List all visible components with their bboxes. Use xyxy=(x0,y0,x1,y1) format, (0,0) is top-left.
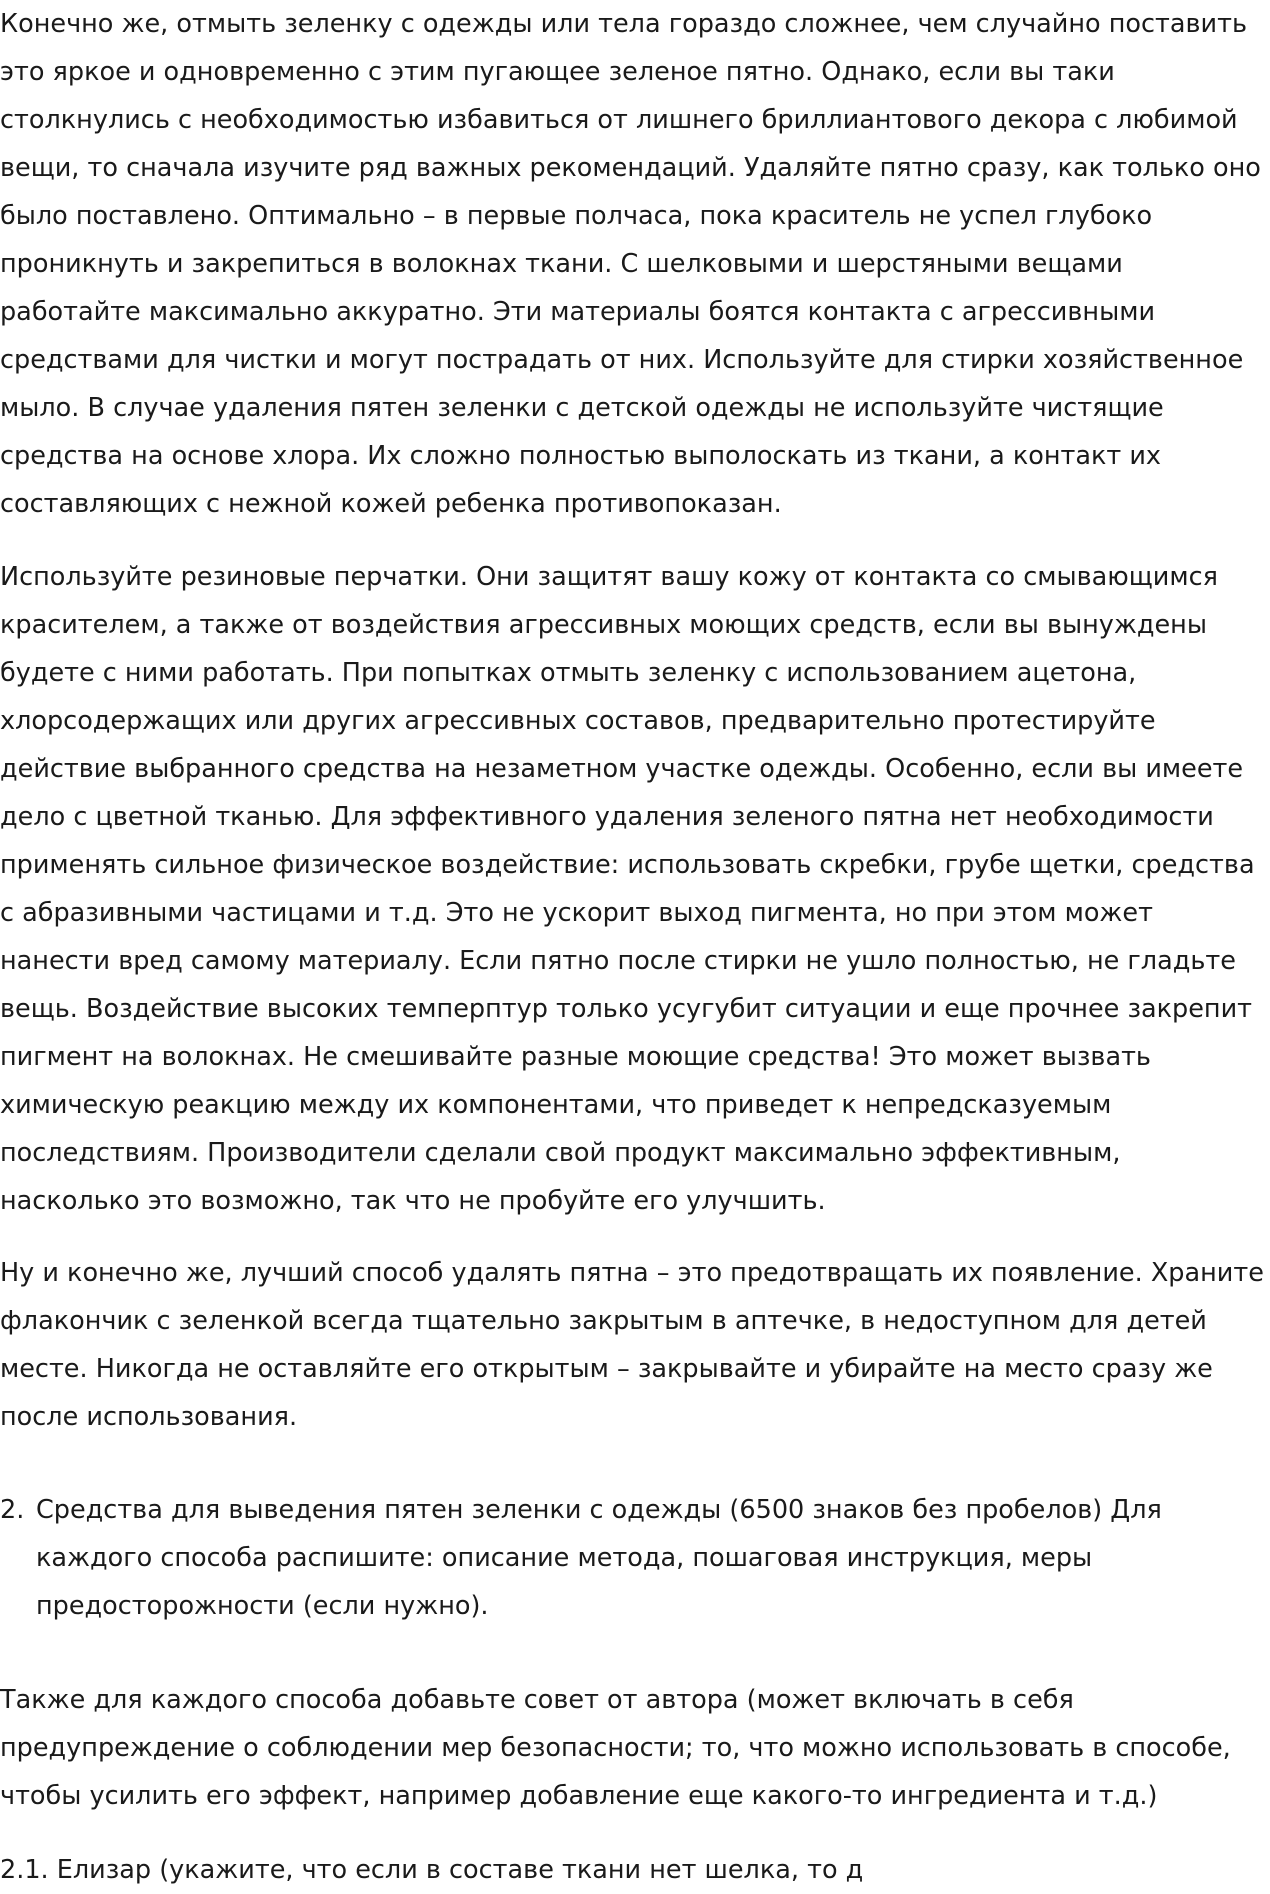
paragraph-safety-tips: Используйте резиновые перчатки. Они защитят вашу кожу от контакта со смывающимся красителем, а также от воздействия агрессивных моющих средств, если вы вынуждены будете с ними работать. При попытках отмыть зеленку с использованием ацетона, хлорсодержащих или других агрессивных составов, предварительно протестируйте действие выбранного средства на незаметном участке одежды. Особенно, если вы имеете дело с цветной тканью. Для эффективного удаления зеленого пятна нет необходимости применять сильное физическое воздействие: использовать скребки, грубе щетки, средства с абразивными частицами и т.д. Это не ускорит выход пигмента, но при этом может нанести вред самому материалу. Если пятно после стирки не ушло полностью, не гладьте вещь. Воздействие высоких темперптур только усугубит ситуации и еще прочнее закрепит пигмент на волокнах. Не смешивайте разные моющие средства! Это может вызвать химическую реакцию между их компонентами, что приведет к непредсказуемым последствиям. Производители сделали свой продукт максимально эффективным, насколько это возможно, так что не пробуйте его улучшить. xyxy=(0,562,1255,1216)
numbered-list xyxy=(0,1486,1268,1630)
list-item-text: Средства для выведения пятен зеленки с одежды (6500 знаков без пробелов) Для каждого способа распишите: описание метода, пошаговая инструкция, меры предосторожности (если нужно). xyxy=(36,1495,1162,1621)
list-item-number: 2. xyxy=(0,1495,25,1525)
paragraph-subsection-heading: 2.1. Елизар (укажите, что если в составе ткани нет шелка, то д xyxy=(0,1855,864,1885)
list-item xyxy=(0,1486,1268,1630)
paragraph-author-advice: Также для каждого способа добавьте совет от автора (может включать в себя предупреждение о соблюдении мер безопасности; то, что можно использовать в способе, чтобы усилить его эффект, например добавление еще какого-то ингредиента и т.д.) xyxy=(0,1685,1231,1811)
paragraph-prevention: Ну и конечно же, лучший способ удалять пятна – это предотвращать их появление. Храните флакончик с зеленкой всегда тщательно закрытым в аптечке, в недоступном для детей месте. Никогда не оставляйте его открытым – закрывайте и убирайте на место сразу же после использования. xyxy=(0,1258,1264,1432)
paragraph-stain-recommendations: Конечно же, отмыть зеленку с одежды или тела гораздо сложнее, чем случайно поставить это яркое и одновременно с этим пугающее зеленое пятно. Однако, если вы таки столкнулись с необходимостью избавиться от лишнего бриллиантового декора с любимой вещи, то сначала изучите ряд важных рекомендаций. Удаляйте пятно сразу, как только оно было поставлено. Оптимально – в первые полчаса, пока краситель не успел глубоко проникнуть и закрепиться в волокнах ткани. С шелковыми и шерстяными вещами работайте максимально аккуратно. Эти материалы боятся контакта с агрессивными средствами для чистки и могут пострадать от них. Используйте для стирки хозяйственное мыло. В случае удаления пятен зеленки с детской одежды не используйте чистящие средства на основе хлора. Их сложно полностью выполоскать из ткани, а контакт их составляющих с нежной кожей ребенка противопоказан. xyxy=(0,9,1261,519)
